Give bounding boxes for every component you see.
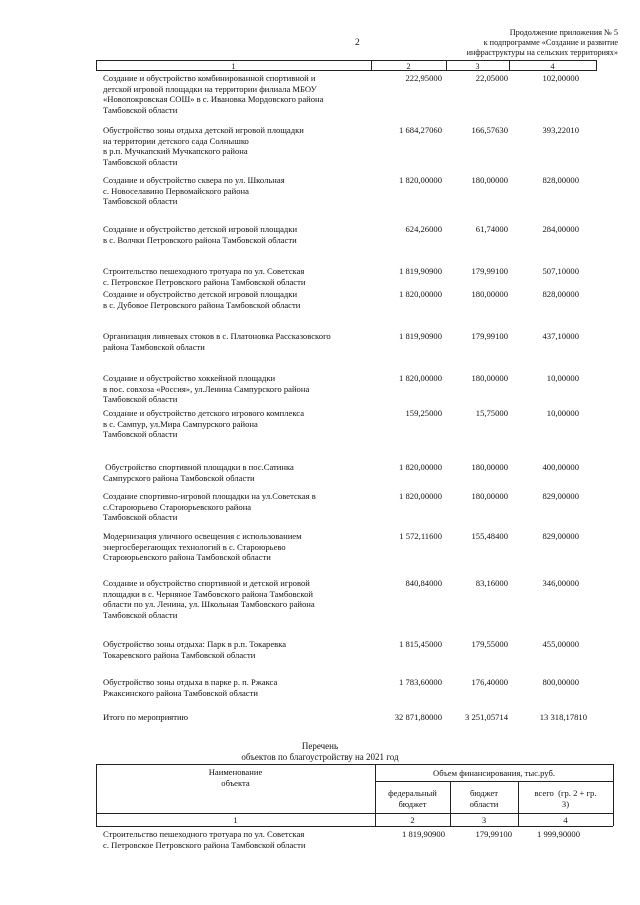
column-number: 1 xyxy=(233,815,238,825)
name-line: Обустройство зоны отдыха в парке р. п. Ржакса xyxy=(103,677,278,687)
regional-value: 155,48400 xyxy=(471,531,508,541)
object-name xyxy=(103,125,368,167)
name-line: Тамбовской области xyxy=(103,429,178,440)
header-line: к подпрограмме «Создание и развитие xyxy=(483,38,618,47)
other-value: 10,00000 xyxy=(546,373,579,383)
federal-value: 840,84000 xyxy=(405,578,442,588)
name-line: Тамбовской области xyxy=(103,609,178,620)
object-name xyxy=(103,491,368,523)
name-line: Создание спортивно-игровой площадки на ул.Советская в xyxy=(103,491,316,501)
regional-value: 180,00000 xyxy=(471,462,508,472)
other-value: 400,00000 xyxy=(542,462,579,472)
name-line: на территории детского сада Солнышко xyxy=(103,135,249,146)
federal-column-header xyxy=(375,788,450,809)
name-line: области по ул. Ленина, ул. Школьная Тамбовского района xyxy=(103,599,315,610)
regional-value: 180,00000 xyxy=(471,175,508,185)
other-value: 800,00000 xyxy=(542,677,579,687)
other-value: 10,00000 xyxy=(546,408,579,418)
other-value: 346,00000 xyxy=(542,578,579,588)
federal-value: 1 815,45000 xyxy=(399,639,442,649)
name-line: Ржаксинского района Тамбовской области xyxy=(103,687,258,698)
object-name xyxy=(103,677,368,698)
other-value: 102,00000 xyxy=(542,73,579,83)
name-line: Обустройство зоны отдыха детской игровой площадки xyxy=(103,125,304,135)
table-border xyxy=(96,826,613,827)
header-line: 3) xyxy=(561,798,570,809)
name-line: Организация ливневых стоков в с. Платоновка Рассказовского xyxy=(103,331,331,341)
object-name xyxy=(103,73,368,115)
name-line: Создание и обустройство детского игрового комплекса xyxy=(103,408,305,418)
object-name xyxy=(103,462,368,483)
object-name xyxy=(103,289,368,310)
regional-value: 22,05000 xyxy=(475,73,508,83)
name-line: Строительство пешеходного тротуара по ул. Советская xyxy=(103,266,305,276)
header-line: федеральный xyxy=(388,788,437,798)
page-number: 2 xyxy=(355,38,360,48)
regional-value: 176,40000 xyxy=(471,677,508,687)
federal-value: 1 572,11600 xyxy=(399,531,442,541)
name-line: энергосберегающих технологий в с. Староюрьево xyxy=(103,541,286,552)
column-number: 4 xyxy=(563,815,568,825)
name-line: Токаревского района Тамбовской области xyxy=(103,649,256,660)
name-line: Создание и обустройство детской игровой площадки xyxy=(103,289,298,299)
object-name xyxy=(103,266,368,287)
list-title: Перечень xyxy=(301,741,339,751)
column-number: 4 xyxy=(550,62,555,71)
regional-value: 179,99100 xyxy=(475,829,512,839)
federal-value: 1 783,60000 xyxy=(399,677,442,687)
federal-value: 1 819,90900 xyxy=(399,331,442,341)
object-name xyxy=(103,373,368,405)
other-value: 284,00000 xyxy=(542,224,579,234)
name-line: Обустройство спортивной площадки в пос.Сатинка xyxy=(103,462,294,472)
name-line: в с. Дубовое Петровского района Тамбовской области xyxy=(103,299,301,310)
federal-value: 1 684,27060 xyxy=(399,125,442,135)
name-line: в с. Сампур, ул.Мира Сампурского района xyxy=(103,418,258,429)
name-line: в р.п. Мучкапский Мучкапского района xyxy=(103,146,248,157)
object-name xyxy=(103,578,368,620)
total-value: 1 999,90000 xyxy=(537,829,580,839)
federal-total: 32 871,80000 xyxy=(394,712,442,722)
federal-value: 159,25000 xyxy=(405,408,442,418)
other-value: 507,10000 xyxy=(542,266,579,276)
header-line: инфраструктуры на сельских территориях» xyxy=(466,48,618,57)
regional-column-header xyxy=(450,788,518,809)
object-name xyxy=(103,224,368,245)
name-line: площадки в с. Черняное Тамбовского района Тамбовской xyxy=(103,588,313,599)
federal-value: 1 819,90900 xyxy=(399,266,442,276)
name-column-header xyxy=(96,767,375,788)
name-line: детской игровой площадки на территории филиала МБОУ xyxy=(103,83,317,94)
regional-value: 61,74000 xyxy=(475,224,508,234)
column-number: 3 xyxy=(475,62,480,71)
federal-value: 1 819,90900 xyxy=(402,829,445,839)
regional-value: 179,99100 xyxy=(471,266,508,276)
name-line: Строительство пешеходного тротуара по ул. Советская xyxy=(103,829,305,839)
name-line: Тамбовской области xyxy=(103,156,178,167)
column-number: 1 xyxy=(231,62,236,71)
regional-value: 180,00000 xyxy=(471,373,508,383)
object-name xyxy=(103,175,368,207)
total-column-header xyxy=(518,788,613,809)
other-value: 828,00000 xyxy=(542,289,579,299)
name-line: района Тамбовской области xyxy=(103,341,205,352)
table-border xyxy=(375,781,613,782)
other-value: 829,00000 xyxy=(542,491,579,501)
regional-total: 3 251,05714 xyxy=(465,712,508,722)
other-total: 13 318,17810 xyxy=(539,712,587,722)
header-line: бюджет xyxy=(469,788,499,798)
name-line: Тамбовской области xyxy=(103,104,178,115)
name-line: Тамбовской области xyxy=(103,394,178,405)
name-line: Создание и обустройство спортивной и детской игровой xyxy=(103,578,310,588)
column-number: 2 xyxy=(410,815,415,825)
other-value: 437,10000 xyxy=(542,331,579,341)
header-line: области xyxy=(469,798,499,809)
name-line: Создание и обустройство хоккейной площадки xyxy=(103,373,276,383)
list-subtitle: объектов по благоустройству на 2021 год xyxy=(241,752,399,762)
regional-value: 83,16000 xyxy=(475,578,508,588)
name-line: в пос. совхоза «Россия», ул.Ленина Сампурского района xyxy=(103,383,310,394)
total-label: Итого по мероприятию xyxy=(103,712,189,722)
regional-value: 179,99100 xyxy=(471,331,508,341)
name-line: Создание и обустройство детской игровой площадки xyxy=(103,224,298,234)
name-line: с. Петровское Петровского района Тамбовской области xyxy=(103,839,306,850)
name-line: Обустройство зоны отдыха: Парк в р.п. Токаревка xyxy=(103,639,287,649)
column-number: 3 xyxy=(481,815,487,825)
name-line: Модернизация уличного освещения с использованием xyxy=(103,531,302,541)
table-border xyxy=(96,813,613,814)
name-line: с. Петровское Петровского района Тамбовской области xyxy=(103,276,306,287)
header-line: всего (гр. 2 + гр. xyxy=(534,788,597,798)
object-name xyxy=(103,331,378,352)
header-line: объекта xyxy=(221,777,250,788)
federal-value: 1 820,00000 xyxy=(399,373,442,383)
funding-header: Объем финансирования, тыс.руб. xyxy=(433,768,555,778)
object-name xyxy=(103,531,368,563)
table-border xyxy=(596,60,597,71)
object-name xyxy=(103,639,368,660)
name-line: с. Новоселавино Первомайского района xyxy=(103,185,249,196)
regional-value: 166,57630 xyxy=(471,125,508,135)
regional-value: 179,55000 xyxy=(471,639,508,649)
other-value: 829,00000 xyxy=(542,531,579,541)
federal-value: 1 820,00000 xyxy=(399,289,442,299)
name-line: с.Староюрьево Староюрьевского района xyxy=(103,501,252,512)
federal-value: 1 820,00000 xyxy=(399,175,442,185)
federal-value: 624,26000 xyxy=(405,224,442,234)
header-line: бюджет xyxy=(398,798,427,809)
header-line: Продолжение приложения № 5 xyxy=(509,28,618,37)
object-name xyxy=(103,829,383,850)
regional-value: 180,00000 xyxy=(471,491,508,501)
other-value: 393,22010 xyxy=(542,125,579,135)
other-value: 455,00000 xyxy=(542,639,579,649)
regional-value: 15,75000 xyxy=(475,408,508,418)
name-line: Тамбовской области xyxy=(103,512,178,523)
name-line: Создание и обустройство сквера по ул. Школьная xyxy=(103,175,285,185)
federal-value: 1 820,00000 xyxy=(399,462,442,472)
name-line: Тамбовской области xyxy=(103,196,178,207)
federal-value: 222,95000 xyxy=(405,73,442,83)
name-line: «Новопокровская СОШ» в с. Ивановка Мордовского района xyxy=(103,94,324,105)
table-border xyxy=(613,764,614,826)
other-value: 828,00000 xyxy=(542,175,579,185)
table-border xyxy=(96,60,596,61)
name-line: Создание и обустройство комбинированной спортивной и xyxy=(103,73,316,83)
name-line: Староюрьевского района Тамбовской области xyxy=(103,552,271,563)
name-line: Сампурского района Тамбовской области xyxy=(103,472,255,483)
table-border xyxy=(96,764,613,765)
regional-value: 180,00000 xyxy=(471,289,508,299)
column-number: 2 xyxy=(406,62,411,71)
name-line: в с. Волчки Петровского района Тамбовской области xyxy=(103,234,297,245)
federal-value: 1 820,00000 xyxy=(399,491,442,501)
appendix-header xyxy=(288,28,618,58)
header-line: Наименование xyxy=(208,767,263,777)
object-name xyxy=(103,408,368,440)
